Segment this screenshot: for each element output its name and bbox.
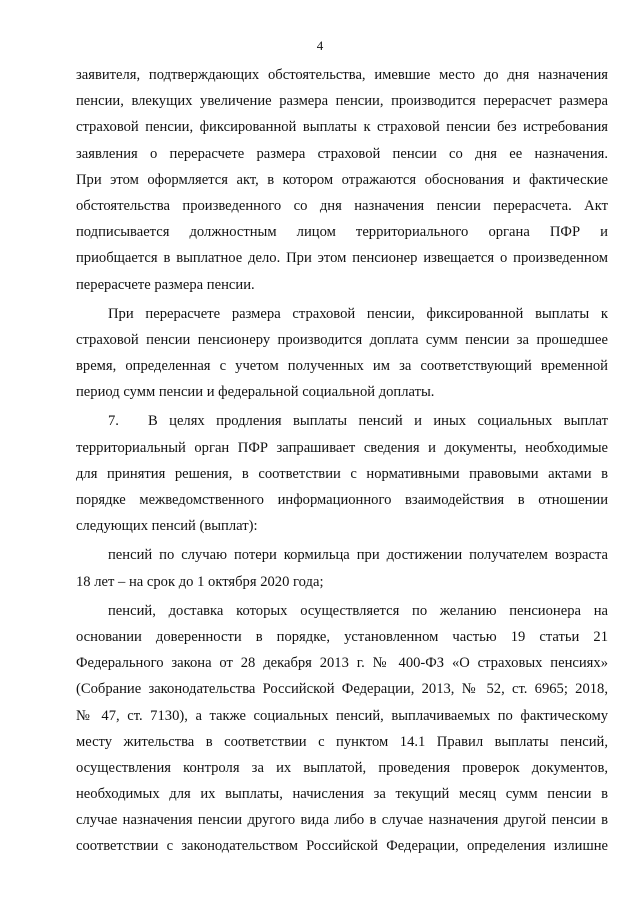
text-line: осуществления контроля за их выплатой, проведения проверок документов, bbox=[76, 759, 608, 776]
text-line: обстоятельства произведенного со дня назначения пенсии перерасчета. Акт bbox=[76, 197, 608, 214]
item-text: В целях продления выплаты пенсий и иных социальных выплат bbox=[148, 413, 608, 430]
paragraph-4 bbox=[76, 542, 608, 594]
text-line: пенсии, влекущих увеличение размера пенсии, производится перерасчет размера bbox=[76, 93, 608, 110]
text-line: 18 лет – на срок до 1 октября 2020 года; bbox=[76, 573, 324, 590]
text-line: месту жительства в соответствии с пунктом 14.1 Правил выплаты пенсий, bbox=[76, 733, 608, 750]
text-line: для принятия решения, в соответствии с нормативными правовыми актами в bbox=[76, 465, 608, 482]
text-line: основании доверенности в порядке, установленном частью 19 статьи 21 bbox=[76, 628, 608, 645]
text-line: территориальный орган ПФР запрашивает сведения и документы, необходимые bbox=[76, 439, 608, 456]
paragraph-5 bbox=[76, 598, 608, 860]
text-line: порядке межведомственного информационного взаимодействия в отношении bbox=[76, 492, 608, 508]
text-line: период сумм пенсии и федеральной социальной доплаты. bbox=[76, 384, 435, 401]
text-line: случае назначения пенсии другого вида либо в случае назначения другой пенсии в bbox=[76, 812, 608, 829]
page-number: 4 bbox=[316, 38, 324, 53]
text-line: соответствии с законодательством Российской Федерации, определения излишне bbox=[76, 838, 608, 855]
text-line: Федерального закона от 28 декабря 2013 г. № 400-ФЗ «О страховых пенсиях» bbox=[76, 655, 608, 672]
text-line: заявления о перерасчете размера страховой пенсии со дня ее назначения. bbox=[76, 145, 608, 162]
document-body bbox=[76, 62, 608, 860]
text-line: № 47, ст. 7130), а также социальных пенсий, выплачиваемых по фактическому bbox=[76, 707, 608, 724]
text-line: подписывается должностным лицом территориального органа ПФР и bbox=[76, 224, 608, 241]
text-line: приобщается в выплатное дело. При этом пенсионер извещается о произведенном bbox=[76, 250, 608, 267]
text-line: (Собрание законодательства Российской Федерации, 2013, № 52, ст. 6965; 2018, bbox=[76, 681, 608, 698]
item-number: 7. bbox=[108, 413, 119, 430]
text-line: время, определенная с учетом полученных им за соответствующий временной bbox=[76, 358, 608, 375]
text-line bbox=[76, 408, 608, 434]
paragraph-1 bbox=[76, 62, 608, 298]
text-line: страховой пенсии пенсионеру производится доплата сумм пенсии за прошедшее bbox=[76, 331, 608, 348]
text-line: При перерасчете размера страховой пенсии, фиксированной выплаты к bbox=[108, 305, 608, 322]
paragraph-item-7 bbox=[76, 408, 608, 539]
text-line: следующих пенсий (выплат): bbox=[76, 518, 258, 535]
text-line: При этом оформляется акт, в котором отражаются обоснования и фактические bbox=[76, 171, 608, 188]
text-line: страховой пенсии, фиксированной выплаты к страховой пенсии без истребования bbox=[76, 119, 608, 136]
text-line: перерасчете размера пенсии. bbox=[76, 276, 255, 293]
text-line: необходимых для их выплаты, начисления за текущий месяц сумм пенсии в bbox=[76, 786, 608, 803]
text-line: пенсий, доставка которых осуществляется по желанию пенсионера на bbox=[108, 602, 608, 619]
text-line: пенсий по случаю потери кормильца при достижении получателем возраста bbox=[108, 547, 608, 564]
text-line: заявителя, подтверждающих обстоятельства, имевшие место до дня назначения bbox=[76, 67, 608, 83]
paragraph-2 bbox=[76, 301, 608, 406]
